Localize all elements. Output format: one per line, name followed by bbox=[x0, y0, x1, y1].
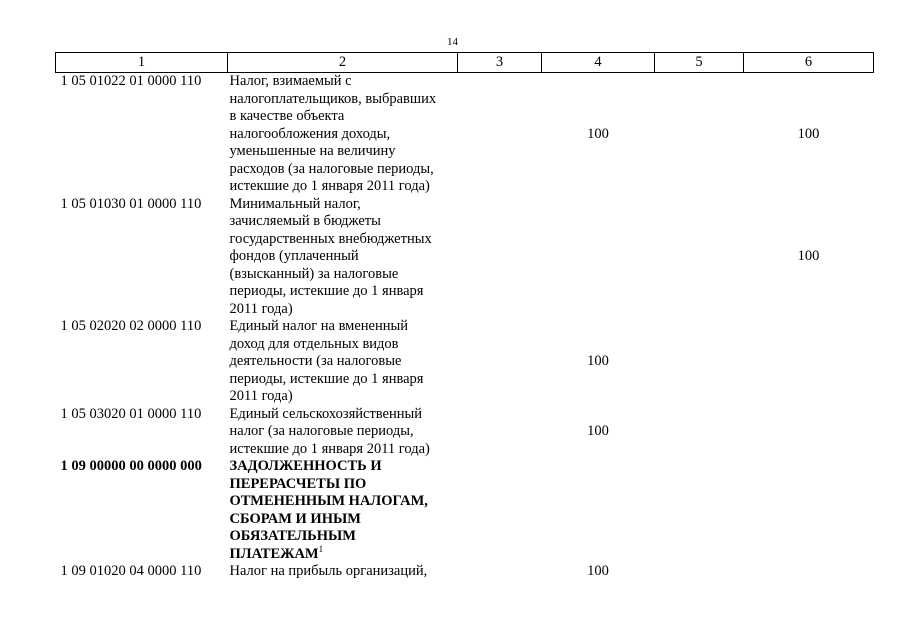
table-row bbox=[56, 406, 874, 459]
row-name-line: Налог на прибыль организаций, bbox=[229, 563, 428, 579]
row-code: 1 05 02020 02 0000 110 bbox=[60, 318, 202, 334]
row-name-line: государственных внебюджетных bbox=[229, 230, 432, 247]
row-name-line: Минимальный налог, bbox=[229, 195, 361, 212]
header-row bbox=[56, 53, 874, 73]
row-code: 1 05 01030 01 0000 110 bbox=[60, 195, 202, 212]
table-row bbox=[56, 196, 874, 319]
row-col4: 100 bbox=[587, 563, 609, 579]
row-name-line: налогоплательщиков, выбравших bbox=[229, 90, 437, 107]
row-col5 bbox=[655, 563, 744, 581]
row-code: 1 05 01022 01 0000 110 bbox=[60, 73, 202, 89]
row-name-line: расходов (за налоговые периоды, bbox=[229, 160, 434, 177]
row-name-line: фондов (уплаченный bbox=[229, 248, 359, 264]
row-name-line: истекшие до 1 января 2011 года) bbox=[229, 440, 430, 457]
row-name-line: налогообложения доходы, bbox=[229, 125, 391, 142]
row-code: 1 05 03020 01 0000 110 bbox=[60, 405, 202, 422]
row-name-line: налог (за налоговые периоды, bbox=[229, 423, 414, 439]
footnote-marker: 1 bbox=[318, 543, 324, 554]
row-col4 bbox=[542, 196, 655, 319]
row-col5 bbox=[655, 458, 744, 563]
row-name-line: периоды, истекшие до 1 января bbox=[229, 283, 424, 299]
row-name-line: ПЛАТЕЖАМ bbox=[229, 545, 319, 562]
row-col3 bbox=[458, 458, 542, 563]
row-col6 bbox=[744, 406, 874, 459]
row-name-line: 2011 года) bbox=[229, 300, 293, 317]
row-name-line: деятельности (за налоговые bbox=[229, 353, 402, 369]
row-name-line: Единый сельскохозяйственный bbox=[229, 405, 423, 422]
table-header bbox=[56, 53, 874, 73]
row-name-line: ЗАДОЛЖЕННОСТЬ И bbox=[229, 458, 382, 474]
header-col-5: 5 bbox=[655, 53, 744, 73]
row-name-line: периоды, истекшие до 1 января bbox=[229, 370, 424, 387]
table-row bbox=[56, 73, 874, 196]
row-col6: 100 bbox=[797, 125, 820, 142]
page-number: 14 bbox=[447, 36, 458, 48]
header-col-3: 3 bbox=[458, 53, 542, 73]
row-col6: 100 bbox=[797, 248, 820, 264]
header-col-4: 4 bbox=[542, 53, 655, 73]
row-code: 1 09 01020 04 0000 110 bbox=[60, 563, 202, 579]
budget-table bbox=[55, 52, 874, 581]
row-name bbox=[228, 318, 458, 406]
row-col5 bbox=[655, 196, 744, 319]
row-col3 bbox=[458, 406, 542, 459]
row-col3 bbox=[458, 73, 542, 196]
row-name-line: уменьшенные на величину bbox=[229, 143, 396, 159]
row-name-line: в качестве объекта bbox=[229, 108, 345, 124]
table-row bbox=[56, 318, 874, 406]
row-col6 bbox=[744, 458, 874, 563]
row-name-line: зачисляемый в бюджеты bbox=[229, 213, 381, 229]
row-name-line: доход для отдельных видов bbox=[229, 335, 399, 352]
row-name bbox=[228, 73, 458, 196]
row-name-line: СБОРАМ И ИНЫМ bbox=[229, 510, 361, 527]
row-name-line: ОТМЕНЕННЫМ НАЛОГАМ, bbox=[229, 493, 428, 509]
row-col4 bbox=[542, 458, 655, 563]
row-code: 1 09 00000 00 0000 000 bbox=[60, 458, 202, 474]
header-col-6: 6 bbox=[744, 53, 874, 73]
row-name-line: (взысканный) за налоговые bbox=[229, 265, 399, 282]
row-name-line: истекшие до 1 января 2011 года) bbox=[229, 178, 430, 194]
row-col3 bbox=[458, 318, 542, 406]
header-col-1: 1 bbox=[56, 53, 228, 73]
row-name bbox=[228, 406, 458, 459]
row-name-line: Налог, взимаемый с bbox=[229, 73, 352, 89]
row-name-line: ОБЯЗАТЕЛЬНЫМ bbox=[229, 528, 356, 544]
row-col5 bbox=[655, 73, 744, 196]
row-name-line: 2011 года) bbox=[229, 388, 293, 404]
table-row bbox=[56, 563, 874, 581]
table-body bbox=[56, 73, 874, 581]
row-name-line: ПЕРЕРАСЧЕТЫ ПО bbox=[229, 475, 367, 492]
row-col4: 100 bbox=[587, 353, 609, 369]
row-col6 bbox=[744, 318, 874, 406]
row-col5 bbox=[655, 318, 744, 406]
row-name bbox=[228, 196, 458, 319]
row-name bbox=[228, 563, 458, 581]
header-col-2: 2 bbox=[228, 53, 458, 73]
table-row bbox=[56, 458, 874, 563]
row-name bbox=[228, 458, 458, 563]
row-col6 bbox=[744, 563, 874, 581]
row-col5 bbox=[655, 406, 744, 459]
row-col4: 100 bbox=[587, 125, 609, 142]
row-name-line: Единый налог на вмененный bbox=[229, 318, 409, 334]
row-col3 bbox=[458, 196, 542, 319]
row-col3 bbox=[458, 563, 542, 581]
row-col4: 100 bbox=[587, 423, 609, 439]
